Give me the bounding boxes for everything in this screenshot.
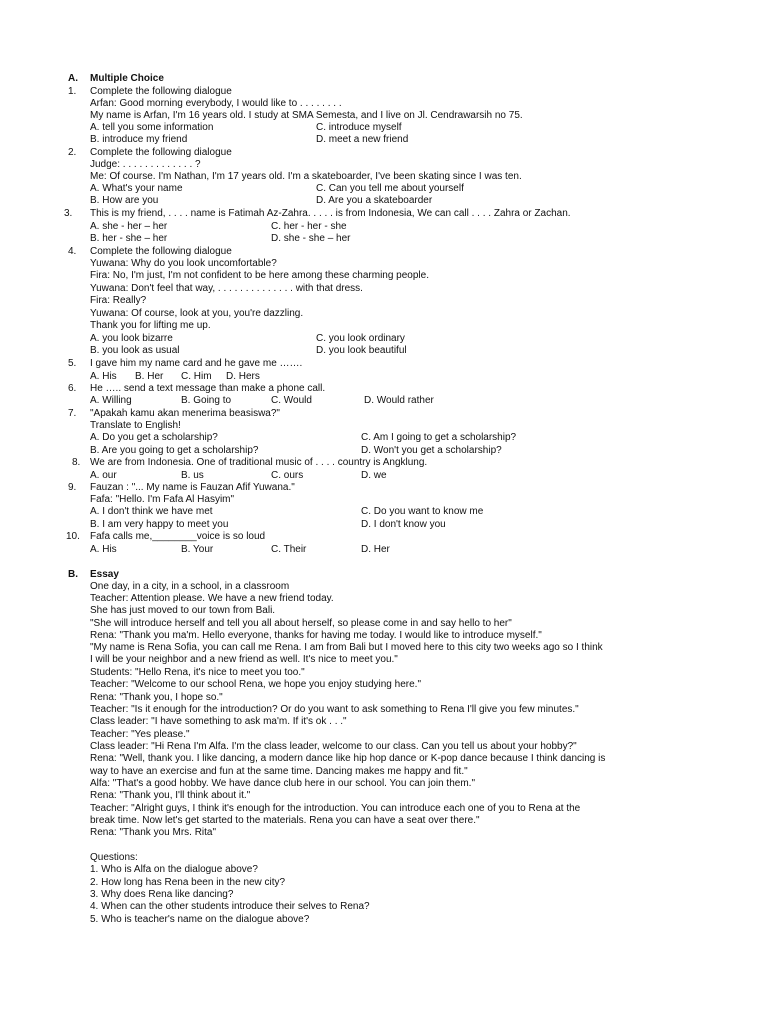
q10-option-a: A. His [90, 544, 117, 555]
q4-line-3: Yuwana: Don't feel that way, . . . . . . . . . . . . . . with that dress. [90, 283, 363, 294]
q9-option-c: C. Do you want to know me [361, 506, 484, 517]
essay-question: 1. Who is Alfa on the dialogue above? [90, 864, 258, 875]
q7-option-b: B. Are you going to get a scholarship? [90, 445, 259, 456]
q1-option-c: C. introduce myself [316, 122, 402, 133]
q6-number: 6. [68, 383, 77, 394]
q8-text: We are from Indonesia. One of traditional music of . . . . country is Angklung. [90, 457, 428, 468]
q5-option-c: C. Him [181, 371, 212, 382]
q6-text: He ….. send a text message than make a phone call. [90, 383, 326, 394]
q7-number: 7. [68, 408, 77, 419]
essay-line: Teacher: Attention please. We have a new friend today. [90, 593, 334, 604]
q1-option-b: B. introduce my friend [90, 134, 188, 145]
essay-line: Students: "Hello Rena, it's nice to meet you too." [90, 667, 305, 678]
q8-option-b: B. us [181, 470, 204, 481]
essay-line: Teacher: "Alright guys, I think it's enough for the introduction. You can introduce each one of you to Rena at the [90, 803, 581, 814]
q7-text-2: Translate to English! [90, 420, 181, 431]
essay-line: Rena: "Thank you ma'm. Hello everyone, thanks for having me today. I would like to introduce myself." [90, 630, 542, 641]
section-b-marker: B. [68, 569, 78, 580]
essay-line: Teacher: "Yes please." [90, 729, 190, 740]
q1-number: 1. [68, 86, 77, 97]
q4-option-b: B. you look as usual [90, 345, 180, 356]
essay-line: One day, in a city, in a school, in a classroom [90, 581, 290, 592]
q2-instruction: Complete the following dialogue [90, 147, 232, 158]
q4-line-6: Thank you for lifting me up. [90, 320, 211, 331]
q10-text: Fafa calls me,________voice is so loud [90, 531, 266, 542]
q10-option-b: B. Your [181, 544, 214, 555]
essay-line: break time. Now let's get started to the materials. Rena you can have a seat over there." [90, 815, 480, 826]
essay-line: "She will introduce herself and tell you all about herself, so please come in and say hello to her" [90, 618, 512, 629]
q4-option-c: C. you look ordinary [316, 333, 405, 344]
essay-line: Rena: "Thank you, I hope so." [90, 692, 223, 703]
q10-option-c: C. Their [271, 544, 307, 555]
q7-option-c: C. Am I going to get a scholarship? [361, 432, 517, 443]
essay-question: 4. When can the other students introduce their selves to Rena? [90, 901, 370, 912]
q3-text: This is my friend, . . . . name is Fatimah Az-Zahra. . . . . is from Indonesia, We can call . . . . Zahra or Zachan. [90, 208, 571, 219]
q9-option-a: A. I don't think we have met [90, 506, 213, 517]
q5-number: 5. [68, 358, 77, 369]
q1-option-a: A. tell you some information [90, 122, 214, 133]
q1-instruction: Complete the following dialogue [90, 86, 232, 97]
q2-number: 2. [68, 147, 77, 158]
essay-question: 3. Why does Rena like dancing? [90, 889, 234, 900]
q8-option-a: A. our [90, 470, 117, 481]
q4-line-5: Yuwana: Of course, look at you, you're dazzling. [90, 308, 304, 319]
essay-question: 5. Who is teacher's name on the dialogue above? [90, 914, 310, 925]
q7-text: "Apakah kamu akan menerima beasiswa?" [90, 408, 280, 419]
q6-option-b: B. Going to [181, 395, 232, 406]
q1-line-2: My name is Arfan, I'm 16 years old. I study at SMA Semesta, and I live on Jl. Cendrawarsih no 75. [90, 110, 523, 121]
q4-instruction: Complete the following dialogue [90, 246, 232, 257]
q10-option-d: D. Her [361, 544, 390, 555]
questions-title: Questions: [90, 852, 138, 863]
q4-line-1: Yuwana: Why do you look uncomfortable? [90, 258, 277, 269]
q3-option-d: D. she - she – her [271, 233, 351, 244]
q7-option-d: D. Won't you get a scholarship? [361, 445, 502, 456]
section-a-title: Multiple Choice [90, 73, 164, 84]
essay-line: She has just moved to our town from Bali. [90, 605, 276, 616]
q2-option-a: A. What's your name [90, 183, 183, 194]
q1-option-d: D. meet a new friend [316, 134, 409, 145]
section-a-marker: A. [68, 73, 78, 84]
q7-option-a: A. Do you get a scholarship? [90, 432, 218, 443]
essay-line: Rena: "Well, thank you. I like dancing, a modern dance like hip hop dance or K-pop dance because I think dancing is [90, 753, 606, 764]
q6-option-d: D. Would rather [364, 395, 434, 406]
q10-number: 10. [66, 531, 80, 542]
q3-option-a: A. she - her – her [90, 221, 168, 232]
q8-number: 8. [72, 457, 81, 468]
essay-line: Rena: "Thank you, I'll think about it." [90, 790, 251, 801]
q3-option-b: B. her - she – her [90, 233, 168, 244]
q9-text: Fauzan : "... My name is Fauzan Afif Yuwana." [90, 482, 295, 493]
essay-line: Rena: "Thank you Mrs. Rita" [90, 827, 217, 838]
essay-line: way to have an exercise and fun at the same time. Dancing makes me happy and fit." [90, 766, 468, 777]
q6-option-a: A. Willing [90, 395, 132, 406]
q5-option-a: A. His [90, 371, 117, 382]
q3-option-c: C. her - her - she [271, 221, 347, 232]
essay-line: Teacher: "Welcome to our school Rena, we hope you enjoy studying here." [90, 679, 421, 690]
q8-option-d: D. we [361, 470, 387, 481]
q9-option-b: B. I am very happy to meet you [90, 519, 229, 530]
q2-line-1: Judge: . . . . . . . . . . . . . ? [90, 159, 201, 170]
essay-line: Teacher: "Is it enough for the introduction? Or do you want to ask something to Rena I'll give you few minutes." [90, 704, 579, 715]
essay-question: 2. How long has Rena been in the new city? [90, 877, 286, 888]
q4-line-2: Fira: No, I'm just, I'm not confident to be here among these charming people. [90, 270, 429, 281]
q9-option-d: D. I don't know you [361, 519, 446, 530]
q2-option-b: B. How are you [90, 195, 159, 206]
q2-option-c: C. Can you tell me about yourself [316, 183, 464, 194]
q4-option-a: A. you look bizarre [90, 333, 173, 344]
essay-line: "My name is Rena Sofia, you can call me Rena. I am from Bali but I moved here to this city two weeks ago so I think [90, 642, 603, 653]
q2-option-d: D. Are you a skateboarder [316, 195, 433, 206]
q4-option-d: D. you look beautiful [316, 345, 407, 356]
q5-text: I gave him my name card and he gave me ……. [90, 358, 303, 369]
q8-option-c: C. ours [271, 470, 304, 481]
section-b-title: Essay [90, 569, 119, 580]
q9-number: 9. [68, 482, 77, 493]
q5-option-d: D. Hers [226, 371, 260, 382]
essay-line: I will be your neighbor and a new friend as well. It's nice to meet you." [90, 654, 398, 665]
q4-number: 4. [68, 246, 77, 257]
q9-text-2: Fafa: "Hello. I'm Fafa Al Hasyim" [90, 494, 235, 505]
q4-line-4: Fira: Really? [90, 295, 147, 306]
essay-line: Class leader: "Hi Rena I'm Alfa. I'm the class leader, welcome to our class. Can you tell us about your hobby?" [90, 741, 577, 752]
q5-option-b: B. Her [135, 371, 164, 382]
essay-line: Class leader: "I have something to ask ma'm. If it's ok . . ." [90, 716, 347, 727]
q2-line-2: Me: Of course. I'm Nathan, I'm 17 years old. I'm a skateboarder, I've been skating since I was ten. [90, 171, 522, 182]
essay-line: Alfa: "That's a good hobby. We have dance club here in our school. You can join them." [90, 778, 475, 789]
q3-number: 3. [64, 208, 73, 219]
q1-line-1: Arfan: Good morning everybody, I would like to . . . . . . . . [90, 98, 342, 109]
q6-option-c: C. Would [271, 395, 312, 406]
